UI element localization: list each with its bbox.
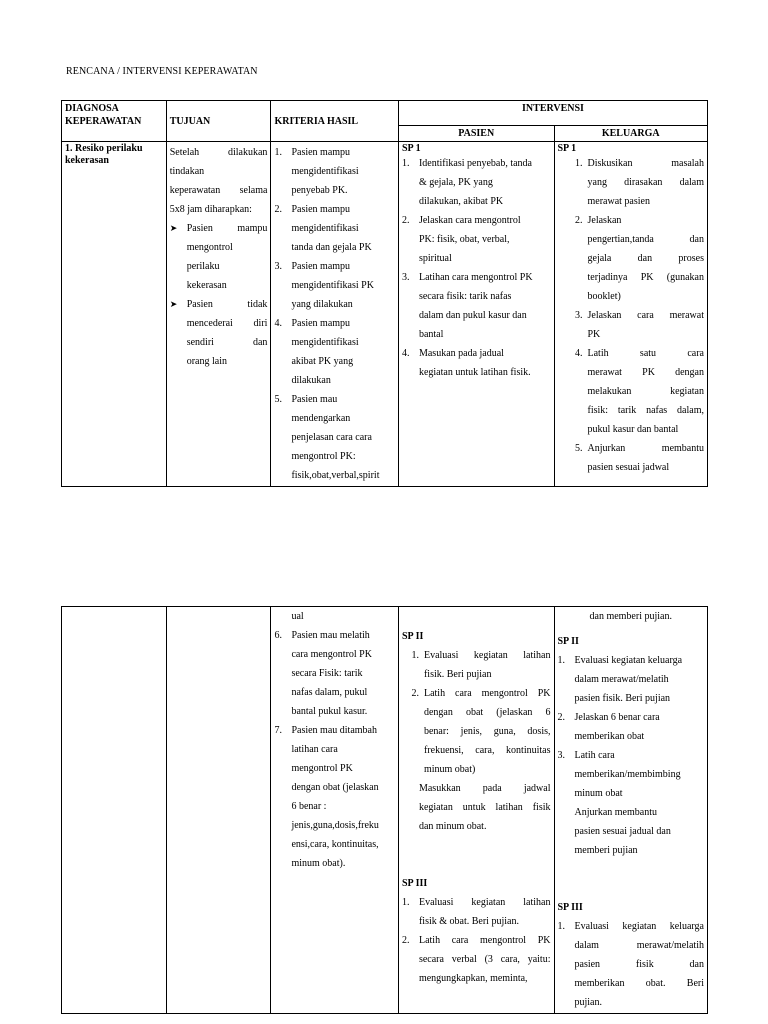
list-number: 3.: [401, 272, 410, 283]
list-number: 2.: [401, 215, 410, 226]
list-number: 1.: [575, 158, 583, 169]
pasien-cell-cont: [398, 607, 554, 1014]
list-number: 3.: [557, 750, 565, 761]
list-line: Evaluasi kegiatan keluarga: [574, 921, 704, 932]
list-line: minum obat): [423, 764, 476, 775]
list-item: [558, 651, 705, 708]
list-number: 2.: [411, 688, 419, 699]
list-line: dalam merawat/melatih: [574, 674, 669, 685]
list-line: mengidentifikasi PK: [291, 280, 374, 291]
list-line: pukul kasur dan bantal: [587, 424, 679, 435]
list-line: secara verbal (3 cara, yaitu:: [418, 954, 551, 965]
list-line: fisik & obat. Beri pujian.: [418, 916, 519, 927]
keluarga-sp-label: SP 1: [557, 143, 577, 154]
tujuan-cell: Setelah dilakukan tindakan keperawatan selama 5x8 jam diharapkan: ➤ Pasien mampu mengontrol perilaku kekerasan ➤ Pasien tidak mencederai diri sendiri dan orang lain: [166, 142, 271, 487]
list-line: Pasien mampu: [291, 318, 351, 329]
text-line: Masukkan pada jadwal: [418, 783, 551, 794]
list-line: dengan obat (jelaskan 6: [423, 707, 551, 718]
list-item: [558, 344, 705, 439]
keluarga-sp3-label: SP III: [557, 902, 583, 913]
list-item: [402, 893, 551, 931]
list-line: pengertian,tanda dan: [587, 234, 704, 245]
list-line: mengidentifikasi: [291, 337, 359, 348]
list-number: 1.: [274, 147, 282, 158]
list-item: [402, 931, 551, 988]
list-item: [274, 257, 395, 314]
list-number: 2.: [575, 215, 583, 226]
arrow-bullet-icon: ➤: [169, 299, 178, 309]
list-line: nafas dalam, pukul: [291, 687, 368, 698]
list-line: terjadinya PK (gunakan: [587, 272, 704, 283]
list-line: Pasien mampu: [291, 204, 351, 215]
list-line: mengontrol PK: [291, 763, 353, 774]
pasien-sp3-label: SP III: [401, 878, 428, 889]
list-item: [402, 268, 551, 344]
list-line: dilakukan, akibat PK: [418, 196, 504, 207]
list-line: PK: [587, 329, 601, 340]
list-line: Pasien mampu: [291, 147, 351, 158]
list-number: 1.: [401, 897, 410, 908]
list-line: penjelasan cara cara: [291, 432, 372, 443]
list-line: Identifikasi penyebab, tanda: [418, 158, 532, 169]
list-line: booklet): [587, 291, 621, 302]
header-kriteria: KRITERIA HASIL: [271, 101, 399, 142]
list-number: 4.: [575, 348, 583, 359]
diagnosa-cell: 1. Resiko perilaku kekerasan: [62, 142, 167, 487]
list-number: 6.: [274, 630, 282, 641]
list-item: [558, 746, 705, 803]
list-item: [558, 211, 705, 306]
list-line: gejala dan proses: [587, 253, 704, 264]
list-line: memberikan/membimbing: [574, 769, 681, 780]
list-number: 3.: [274, 261, 282, 272]
list-item: [558, 439, 705, 477]
list-item: [274, 721, 395, 873]
list-line: dengan obat (jelaskan: [291, 782, 379, 793]
list-number: 2.: [557, 712, 565, 723]
list-item: [558, 917, 705, 1012]
list-number: 4.: [401, 348, 410, 359]
list-item: [402, 154, 551, 211]
list-line: Latih satu cara: [587, 348, 704, 359]
list-line: latihan cara: [291, 744, 338, 755]
text-line: memberi pujian: [574, 845, 638, 856]
list-line: merawat PK dengan: [587, 367, 704, 378]
list-line: yang dilakukan: [291, 299, 353, 310]
list-line: frekuensi, cara, kontinuitas: [423, 745, 551, 756]
list-number: 3.: [575, 310, 583, 321]
list-line: mengontrol PK:: [291, 451, 356, 462]
list-item: [274, 626, 395, 721]
text-line: kegiatan untuk latihan fisik: [418, 802, 551, 813]
document-title: RENCANA / INTERVENSI KEPERAWATAN: [66, 66, 258, 77]
list-line: bantal: [418, 329, 444, 340]
list-line: minum obat).: [291, 858, 346, 869]
list-item: [402, 646, 551, 684]
list-line: secara fisik: tarik nafas: [418, 291, 512, 302]
list-item: [274, 314, 395, 390]
list-line: mengidentifikasi: [291, 223, 359, 234]
list-line: cara mengontrol PK: [291, 649, 372, 660]
arrow-bullet-icon: ➤: [169, 223, 178, 233]
list-number: 7.: [274, 725, 282, 736]
list-number: 1.: [411, 650, 419, 661]
header-intervensi: INTERVENSI: [398, 101, 707, 126]
list-line: ensi,cara, kontinuitas,: [291, 839, 379, 850]
list-line: Latih cara mengontrol PK: [423, 688, 551, 699]
list-line: Pasien mau melatih: [291, 630, 370, 641]
pasien-cell: [398, 142, 554, 487]
list-line: dalam merawat/melatih: [574, 940, 704, 951]
list-item: [274, 390, 395, 485]
kriteria-cell: [271, 142, 399, 487]
list-line: tanda dan gejala PK: [291, 242, 372, 253]
text-line: dan minum obat.: [418, 821, 487, 832]
list-item: [274, 143, 395, 200]
list-line: Anjurkan membantu: [587, 443, 704, 454]
list-line: benar: jenis, guna, dosis,: [423, 726, 551, 737]
list-item: [402, 344, 551, 382]
list-line: fisik. Beri pujian: [423, 669, 492, 680]
list-line: Masukan pada jadual: [418, 348, 504, 359]
list-line: Latih cara mengontrol PK: [418, 935, 551, 946]
list-line: spiritual: [418, 253, 452, 264]
header-pasien: PASIEN: [398, 126, 554, 142]
header-keluarga: KELUARGA: [554, 126, 708, 142]
list-line: Diskusikan masalah: [587, 158, 704, 169]
list-line: pasien sesuai jadwal: [587, 462, 670, 473]
keluarga-cell: [554, 142, 708, 487]
intervention-table-page2: [61, 606, 708, 1014]
list-line: bantal pukul kasur.: [291, 706, 368, 717]
intervention-table-page1: [61, 100, 708, 487]
text-line: Anjurkan membantu: [574, 807, 657, 818]
kriteria-cell-cont: ual 6. Pasien mau melatih cara mengontrol PK secara Fisik: tarik nafas dalam, pukul bantal pukul kasur. 7. Pasien mau ditambah latihan cara mengontrol PK dengan obat (jelaskan 6 benar : jenis,guna,dosis,freku ensi,cara, kontinuitas, minum obat).: [271, 607, 399, 1014]
keluarga-sp2-label: SP II: [557, 636, 579, 647]
list-line: akibat PK yang: [291, 356, 354, 367]
list-line: dalam dan pukul kasur dan: [418, 310, 527, 321]
list-line: mengidentifikasi: [291, 166, 359, 177]
list-item: [402, 684, 551, 779]
header-diagnosa: DIAGNOSA KEPERAWATAN: [62, 101, 167, 142]
list-line: Latihan cara mengontrol PK: [418, 272, 533, 283]
list-line: secara Fisik: tarik: [291, 668, 363, 679]
list-line: memberikan obat: [574, 731, 645, 742]
list-line: penyebab PK.: [291, 185, 348, 196]
list-line: Evaluasi kegiatan keluarga: [574, 655, 683, 666]
list-line: Pasien mampu: [291, 261, 351, 272]
list-line: kegiatan untuk latihan fisik.: [418, 367, 531, 378]
header-tujuan: TUJUAN: [166, 101, 271, 142]
list-line: Jelaskan cara mengontrol: [418, 215, 521, 226]
list-item: [558, 154, 705, 211]
list-number: 5.: [575, 443, 583, 454]
list-line: minum obat: [574, 788, 623, 799]
list-number: 5.: [274, 394, 282, 405]
list-line: mengungkapkan, meminta,: [418, 973, 528, 984]
list-line: 6 benar :: [291, 801, 327, 812]
keluarga-cell-cont: dan memberi pujian. SP II 1. Evaluasi kegiatan keluarga dalam merawat/melatih pasien fisik. Beri pujian 2. Jelaskan 6 benar cara memberikan obat 3. Latih cara memberikan/membimbing minum obat Anjurkan membantu pasien sesuai jadual dan memberi pujian SP III 1. Evaluasi kegiatan keluarga dalam merawat/melatih pasien fisik dan memberikan obat. Beri pujian.: [554, 607, 708, 1014]
list-line: fisik,obat,verbal,spirit: [291, 470, 380, 481]
tujuan-cell-cont: [166, 607, 271, 1014]
diagnosa-cell-cont: [62, 607, 167, 1014]
list-line: Evaluasi kegiatan latihan: [418, 897, 551, 908]
list-line: & gejala, PK yang: [418, 177, 493, 188]
list-line: mendengarkan: [291, 413, 351, 424]
list-number: 2.: [274, 204, 282, 215]
list-line: fisik: tarik nafas dalam,: [587, 405, 704, 416]
list-line: Jelaskan cara merawat: [587, 310, 704, 321]
list-number: 1.: [401, 158, 410, 169]
list-line: Pasien mau ditambah: [291, 725, 377, 736]
list-number: 2.: [401, 935, 410, 946]
list-number: 1.: [557, 655, 565, 666]
list-number: 4.: [274, 318, 282, 329]
list-line: Jelaskan: [587, 215, 622, 226]
list-line: dilakukan: [291, 375, 331, 386]
list-line: memberikan obat. Beri: [574, 978, 704, 989]
list-item: [402, 211, 551, 268]
list-line: Evaluasi kegiatan latihan: [423, 650, 551, 661]
list-line: yang dirasakan dalam: [587, 177, 704, 188]
list-line: pujian.: [574, 997, 602, 1008]
pasien-sp2-label: SP II: [401, 631, 424, 642]
list-line: melakukan kegiatan: [587, 386, 704, 397]
list-line: pasien fisik. Beri pujian: [574, 693, 671, 704]
list-item: [558, 306, 705, 344]
list-line: pasien fisik dan: [574, 959, 704, 970]
list-line: Latih cara: [574, 750, 615, 761]
list-line: jenis,guna,dosis,freku: [291, 820, 379, 831]
text-line: pasien sesuai jadual dan: [574, 826, 671, 837]
list-line: merawat pasien: [587, 196, 650, 207]
list-line: PK: fisik, obat, verbal,: [418, 234, 510, 245]
list-number: 1.: [557, 921, 565, 932]
list-item: [558, 708, 705, 746]
list-item: [274, 200, 395, 257]
list-line: Pasien mau: [291, 394, 338, 405]
list-line: Jelaskan 6 benar cara: [574, 712, 660, 723]
pasien-sp-label: SP 1: [401, 143, 421, 154]
